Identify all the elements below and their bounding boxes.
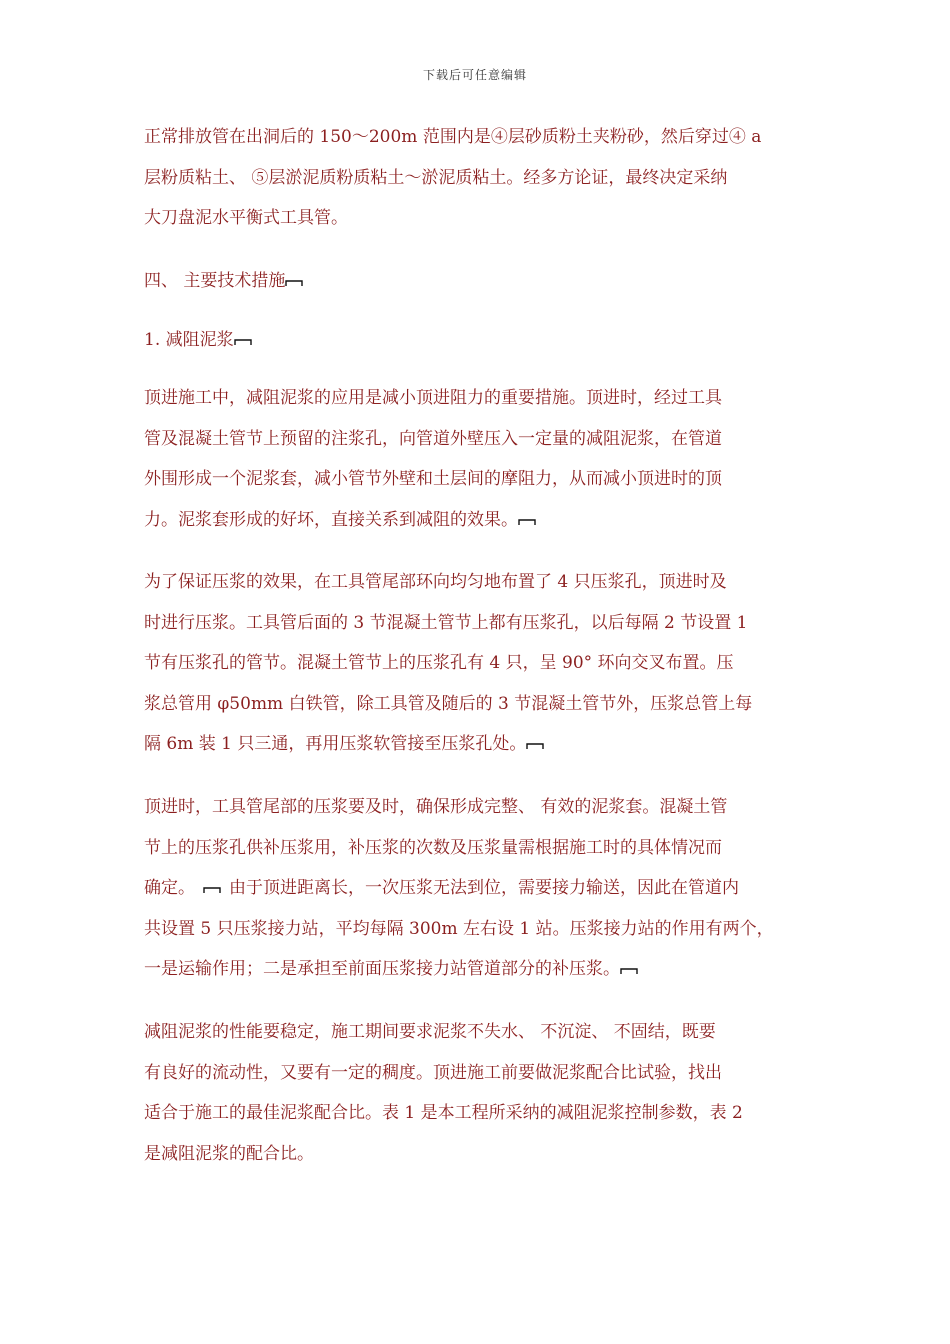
paragraph-intro bbox=[144, 117, 816, 239]
paragraph-mark-icon bbox=[518, 516, 536, 526]
text-line: 由于顶进距离长，一次压浆无法到位，需要接力输送，因此在管道内 bbox=[229, 878, 739, 898]
paragraph-mark-icon bbox=[620, 965, 638, 975]
text-line: 隔 6m 装 1 只三通，再用压浆软管接至压浆孔处。 bbox=[144, 734, 527, 754]
text-line: 顶进施工中，减阻泥浆的应用是减小顶进阻力的重要措施。顶进时，经过工具 bbox=[144, 388, 722, 408]
paragraph-mark-icon bbox=[526, 740, 544, 750]
text-line: 有良好的流动性，又要有一定的稠度。顶进施工前要做泥浆配合比试验，找出 bbox=[144, 1062, 722, 1083]
subheading-text: 1. 减阻泥浆 bbox=[144, 330, 234, 350]
text-line: 时进行压浆。工具管后面的 3 节混凝土管节上都有压浆孔，以后每隔 2 节设置 1 bbox=[144, 612, 748, 633]
paragraph-mark-icon bbox=[285, 277, 303, 287]
paragraph-mud-properties bbox=[144, 1012, 816, 1174]
paragraph-relay-stations bbox=[144, 787, 816, 990]
text-line: 减阻泥浆的性能要稳定，施工期间要求泥浆不失水、 不沉淀、 不固结，既要 bbox=[144, 1022, 716, 1042]
paragraph-grouting-holes bbox=[144, 562, 816, 765]
paragraph-mark-icon bbox=[203, 884, 221, 894]
text-line: 确定。 bbox=[144, 878, 195, 898]
text-line: 节有压浆孔的管节。混凝土管节上的压浆孔有 4 只，呈 90° 环向交叉布置。压 bbox=[144, 653, 734, 673]
text-line: 力。泥浆套形成的好坏，直接关系到减阻的效果。 bbox=[144, 509, 518, 530]
text-line: 节上的压浆孔供补压浆用，补压浆的次数及压浆量需根据施工时的具体情况而 bbox=[144, 837, 722, 858]
text-line: 顶进时，工具管尾部的压浆要及时，确保形成完整、 有效的泥浆套。混凝土管 bbox=[144, 797, 728, 817]
text-line: 管及混凝土管节上预留的注浆孔，向管道外壁压入一定量的减阻泥浆，在管道 bbox=[144, 428, 722, 449]
page-header: 下载后可任意编辑 bbox=[422, 68, 527, 82]
text-line: 浆总管用 φ50mm 白铁管，除工具管及随后的 3 节混凝土管节外，压浆总管上每 bbox=[144, 693, 753, 714]
text-line: 层粉质粘土、 ⑤层淤泥质粉质粘土～淤泥质粘土。经多方论证，最终决定采纳 bbox=[144, 167, 728, 188]
paragraph-mark-icon bbox=[234, 336, 252, 346]
paragraph-resistance bbox=[144, 378, 816, 540]
text-line: 正常排放管在出洞后的 150～200m 范围内是④层砂质粉土夹粉砂，然后穿过④ a bbox=[144, 127, 762, 147]
heading-text: 四、 主要技术措施 bbox=[144, 271, 286, 291]
text-line: 为了保证压浆的效果，在工具管尾部环向均匀地布置了 4 只压浆孔，顶进时及 bbox=[144, 572, 727, 592]
section-heading bbox=[144, 261, 816, 302]
text-line: 外围形成一个泥浆套，减小管节外壁和土层间的摩阻力，从而减小顶进时的顶 bbox=[144, 469, 722, 489]
text-line: 大刀盘泥水平衡式工具管。 bbox=[144, 208, 348, 228]
text-line: 适合于施工的最佳泥浆配合比。表 1 是本工程所采纳的减阻泥浆控制参数，表 2 bbox=[144, 1103, 743, 1123]
text-line: 是减阻泥浆的配合比。 bbox=[144, 1143, 314, 1164]
subsection-heading bbox=[144, 320, 816, 361]
text-line: 一是运输作用；二是承担至前面压浆接力站管道部分的补压浆。 bbox=[144, 959, 620, 979]
text-line: 共设置 5 只压浆接力站，平均每隔 300m 左右设 1 站。压浆接力站的作用有两个， bbox=[144, 918, 774, 939]
